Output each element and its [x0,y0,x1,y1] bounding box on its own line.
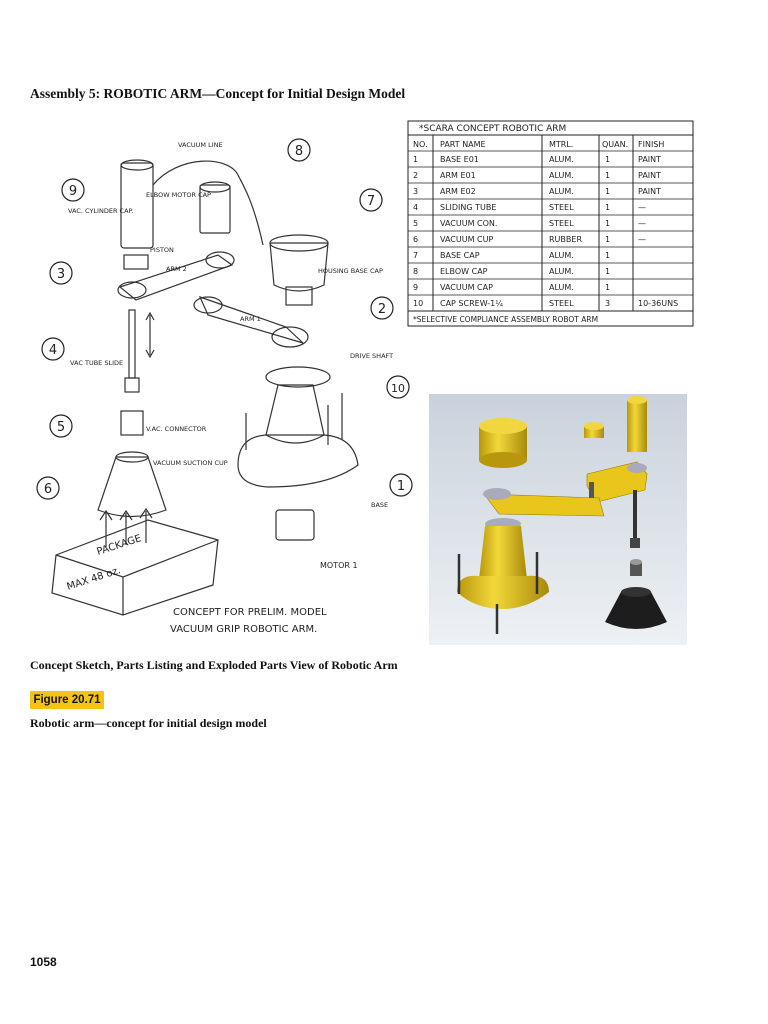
callout-7: 7 [366,194,376,209]
label-vacuum-line: VACUUM LINE [178,141,223,149]
table-cell-material: RUBBER [549,235,583,244]
figure-label: Figure 20.71 [30,691,104,709]
callout-9: 9 [68,184,78,199]
table-cell-quantity: 1 [605,267,611,276]
table-cell-part-name: CAP SCREW-1¼ [440,299,504,308]
table-cell-quantity: 1 [605,203,611,212]
table-title: *SCARA CONCEPT ROBOTIC ARM [419,124,567,134]
table-cell-quantity: 1 [605,155,611,164]
callout-2: 2 [377,302,387,317]
table-cell-material: ALUM. [549,251,574,260]
page-number: 1058 [30,955,57,969]
table-cell-part-name: VACUUM CUP [440,235,494,244]
table-cell-part-name: ARM E02 [440,187,476,196]
table-cell-quantity: 1 [605,187,611,196]
label-base: BASE [371,501,389,509]
table-cell-quantity: 1 [605,235,611,244]
label-drive-shaft: DRIVE SHAFT [350,352,394,360]
table-cell-no: 6 [413,235,419,244]
label-vac-tube-slide: VAC TUBE SLIDE [70,359,124,367]
label-vac-cylinder-cap: VAC. CYLINDER CAP. [68,207,134,215]
table-cell-no: 2 [413,171,419,180]
table-cell-part-name: BASE E01 [440,155,479,164]
table-cell-material: ALUM. [549,155,574,164]
table-cell-material: ALUM. [549,187,574,196]
figure-composite-caption: Concept Sketch, Parts Listing and Exploded Parts View of Robotic Arm [30,658,398,672]
callout-6: 6 [43,482,53,497]
table-cell-no: 7 [413,251,419,260]
table-cell-part-name: BASE CAP [440,251,480,260]
label-arm1: ARM 1 [240,315,261,323]
table-cell-finish: PAINT [638,155,662,164]
table-cell-finish: — [638,203,646,212]
table-cell-finish: 10-36UNS [638,299,679,308]
table-cell-part-name: ARM E01 [440,171,476,180]
label-housing-base-cap: HOUSING BASE CAP [318,267,383,275]
callout-3: 3 [56,267,66,282]
table-cell-material: ALUM. [549,171,574,180]
table-cell-no: 9 [413,283,419,292]
label-concept-line2: VACUUM GRIP ROBOTIC ARM. [170,624,318,635]
callout-5: 5 [56,420,66,435]
table-footnote: *SELECTIVE COMPLIANCE ASSEMBLY ROBOT ARM [413,315,599,324]
label-concept-line1: CONCEPT FOR PRELIM. MODEL [173,607,327,618]
table-cell-no: 10 [413,299,424,308]
label-vacuum-suction-cup: VACUUM SUCTION CUP [153,459,228,467]
label-package: PACKAGE [95,533,143,558]
table-cell-material: ALUM. [549,267,574,276]
table-cell-quantity: 1 [605,219,611,228]
table-cell-material: STEEL [549,219,574,228]
parts-listing-table [407,120,694,327]
page-heading: Assembly 5: ROBOTIC ARM—Concept for Initial Design Model [30,86,406,101]
table-cell-finish: — [638,235,646,244]
header-part-name: PART NAME [440,140,486,149]
header-finish: FINISH [638,140,665,149]
table-cell-material: STEEL [549,203,574,212]
label-vac-connector: V.AC. CONNECTOR [146,425,207,433]
callout-1: 1 [396,479,406,494]
table-cell-quantity: 1 [605,251,611,260]
header-no: NO. [413,140,428,149]
exploded-parts-render [429,394,687,645]
label-elbow-motor-cap: ELBOW MOTOR CAP [146,191,211,199]
table-cell-part-name: SLIDING TUBE [440,203,497,212]
table-cell-no: 3 [413,187,419,196]
callout-10: 10 [391,382,405,395]
table-cell-part-name: VACUUM CAP [440,283,493,292]
table-cell-quantity: 1 [605,283,611,292]
table-cell-part-name: ELBOW CAP [440,267,488,276]
header-material: MTRL. [549,140,574,149]
table-cell-material: STEEL [549,299,574,308]
table-cell-quantity: 3 [605,299,611,308]
table-cell-material: ALUM. [549,283,574,292]
table-cell-finish: PAINT [638,171,662,180]
table-cell-finish: PAINT [638,187,662,196]
table-cell-part-name: VACUUM CON. [440,219,498,228]
label-max-weight: MAX 48 oz. [65,565,123,593]
label-arm2: ARM 2 [166,265,187,273]
header-quantity: QUAN. [602,140,629,149]
table-cell-no: 5 [413,219,419,228]
callout-8: 8 [294,144,304,159]
table-cell-finish: — [638,219,646,228]
table-cell-quantity: 1 [605,171,611,180]
table-cell-no: 1 [413,155,419,164]
table-cell-no: 8 [413,267,419,276]
callout-4: 4 [48,343,58,358]
label-piston: PISTON [150,246,174,254]
figure-caption: Robotic arm—concept for initial design model [30,716,267,730]
concept-sketch [28,115,426,645]
table-cell-no: 4 [413,203,419,212]
label-motor: MOTOR 1 [320,561,358,570]
